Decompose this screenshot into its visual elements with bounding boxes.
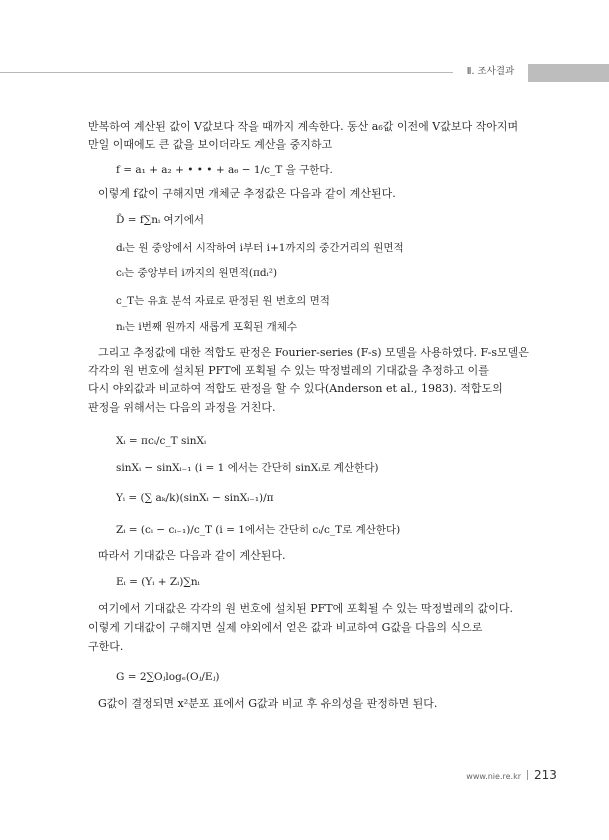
definition-c: cᵢ는 중앙부터 i까지의 원면적(πdᵢ²)	[116, 267, 278, 279]
para-line-8: 따라서 기대값은 다음과 같이 계산된다.	[98, 549, 286, 562]
equation-x: Xᵢ = πcᵢ/c_T sinXᵢ	[116, 435, 207, 447]
definition-n: nᵢ는 i번째 원까지 새롭게 포획된 개체수	[116, 321, 298, 333]
footer-separator	[527, 770, 528, 780]
para-line-6: 다시 야외값과 비교하여 적합도 판정을 할 수 있다(Anderson et al., 1983). 적합도의	[88, 382, 503, 395]
para-line-11: 구한다.	[88, 640, 124, 653]
definition-ct: c_T는 유효 분석 자료로 판정된 원 번호의 면적	[116, 295, 330, 307]
para-line-2: 만일 이때에도 큰 값을 보이더라도 계산을 중지하고	[88, 138, 333, 151]
page-number: 213	[534, 768, 557, 782]
section-label: Ⅱ. 조사결과	[453, 63, 528, 81]
equation-z: Zᵢ = (cᵢ − cᵢ₋₁)/c_T (i = 1에서는 간단히 cᵢ/c_T로 계산한다)	[116, 524, 401, 536]
para-line-3: 이렇게 f값이 구해지면 개체군 추정값은 다음과 같이 계산된다.	[98, 187, 396, 200]
definition-d: dᵢ는 원 중앙에서 시작하여 i부터 i+1까지의 중간거리의 원면적	[116, 242, 404, 254]
para-line-10: 이렇게 기대값이 구해지면 실제 야외에서 얻은 값과 비교하여 G값을 다음의 식으로	[88, 621, 483, 634]
equation-f: f = a₁ + a₂ + • • • + a₆ − 1/c_T 을 구한다.	[116, 164, 333, 176]
para-line-9: 여기에서 기대값은 각각의 원 번호에 설치된 PFT에 포획될 수 있는 딱정벌레의 값이다.	[98, 602, 513, 615]
para-line-7: 판정을 위해서는 다음의 과정을 거친다.	[88, 401, 276, 414]
header-bar	[528, 64, 609, 82]
equation-e: Eᵢ = (Yᵢ + Zᵢ)∑nᵢ	[116, 576, 200, 588]
para-line-1: 반복하여 계산된 값이 V값보다 작을 때까지 계속한다. 동산 a₆값 이전에 V값보다 작아지며	[88, 120, 519, 133]
equation-y: Yᵢ = (∑ aₖ/k)(sinXᵢ − sinXᵢ₋₁)/π	[116, 492, 274, 504]
equation-d: D̂ = f∑nᵢ 여기에서	[116, 214, 205, 226]
para-line-12: G값이 결정되면 x²분포 표에서 G값과 비교 후 유의성을 판정하면 된다.	[98, 697, 438, 710]
para-line-5: 각각의 원 번호에 설치된 PFT에 포획될 수 있는 딱정벌레의 기대값을 추정하고 이를	[88, 364, 489, 377]
equation-g: G = 2∑Oⱼlogₑ(Oⱼ/Eⱼ)	[116, 671, 220, 683]
footer-url: www.nie.re.kr	[466, 772, 521, 781]
para-line-4: 그리고 추정값에 대한 적합도 판정은 Fourier-series (F-s) 모델을 사용하였다. F-s모델은	[98, 346, 529, 359]
equation-sin: sinXᵢ − sinXᵢ₋₁ (i = 1 에서는 간단히 sinXᵢ로 계산한다)	[116, 462, 379, 474]
